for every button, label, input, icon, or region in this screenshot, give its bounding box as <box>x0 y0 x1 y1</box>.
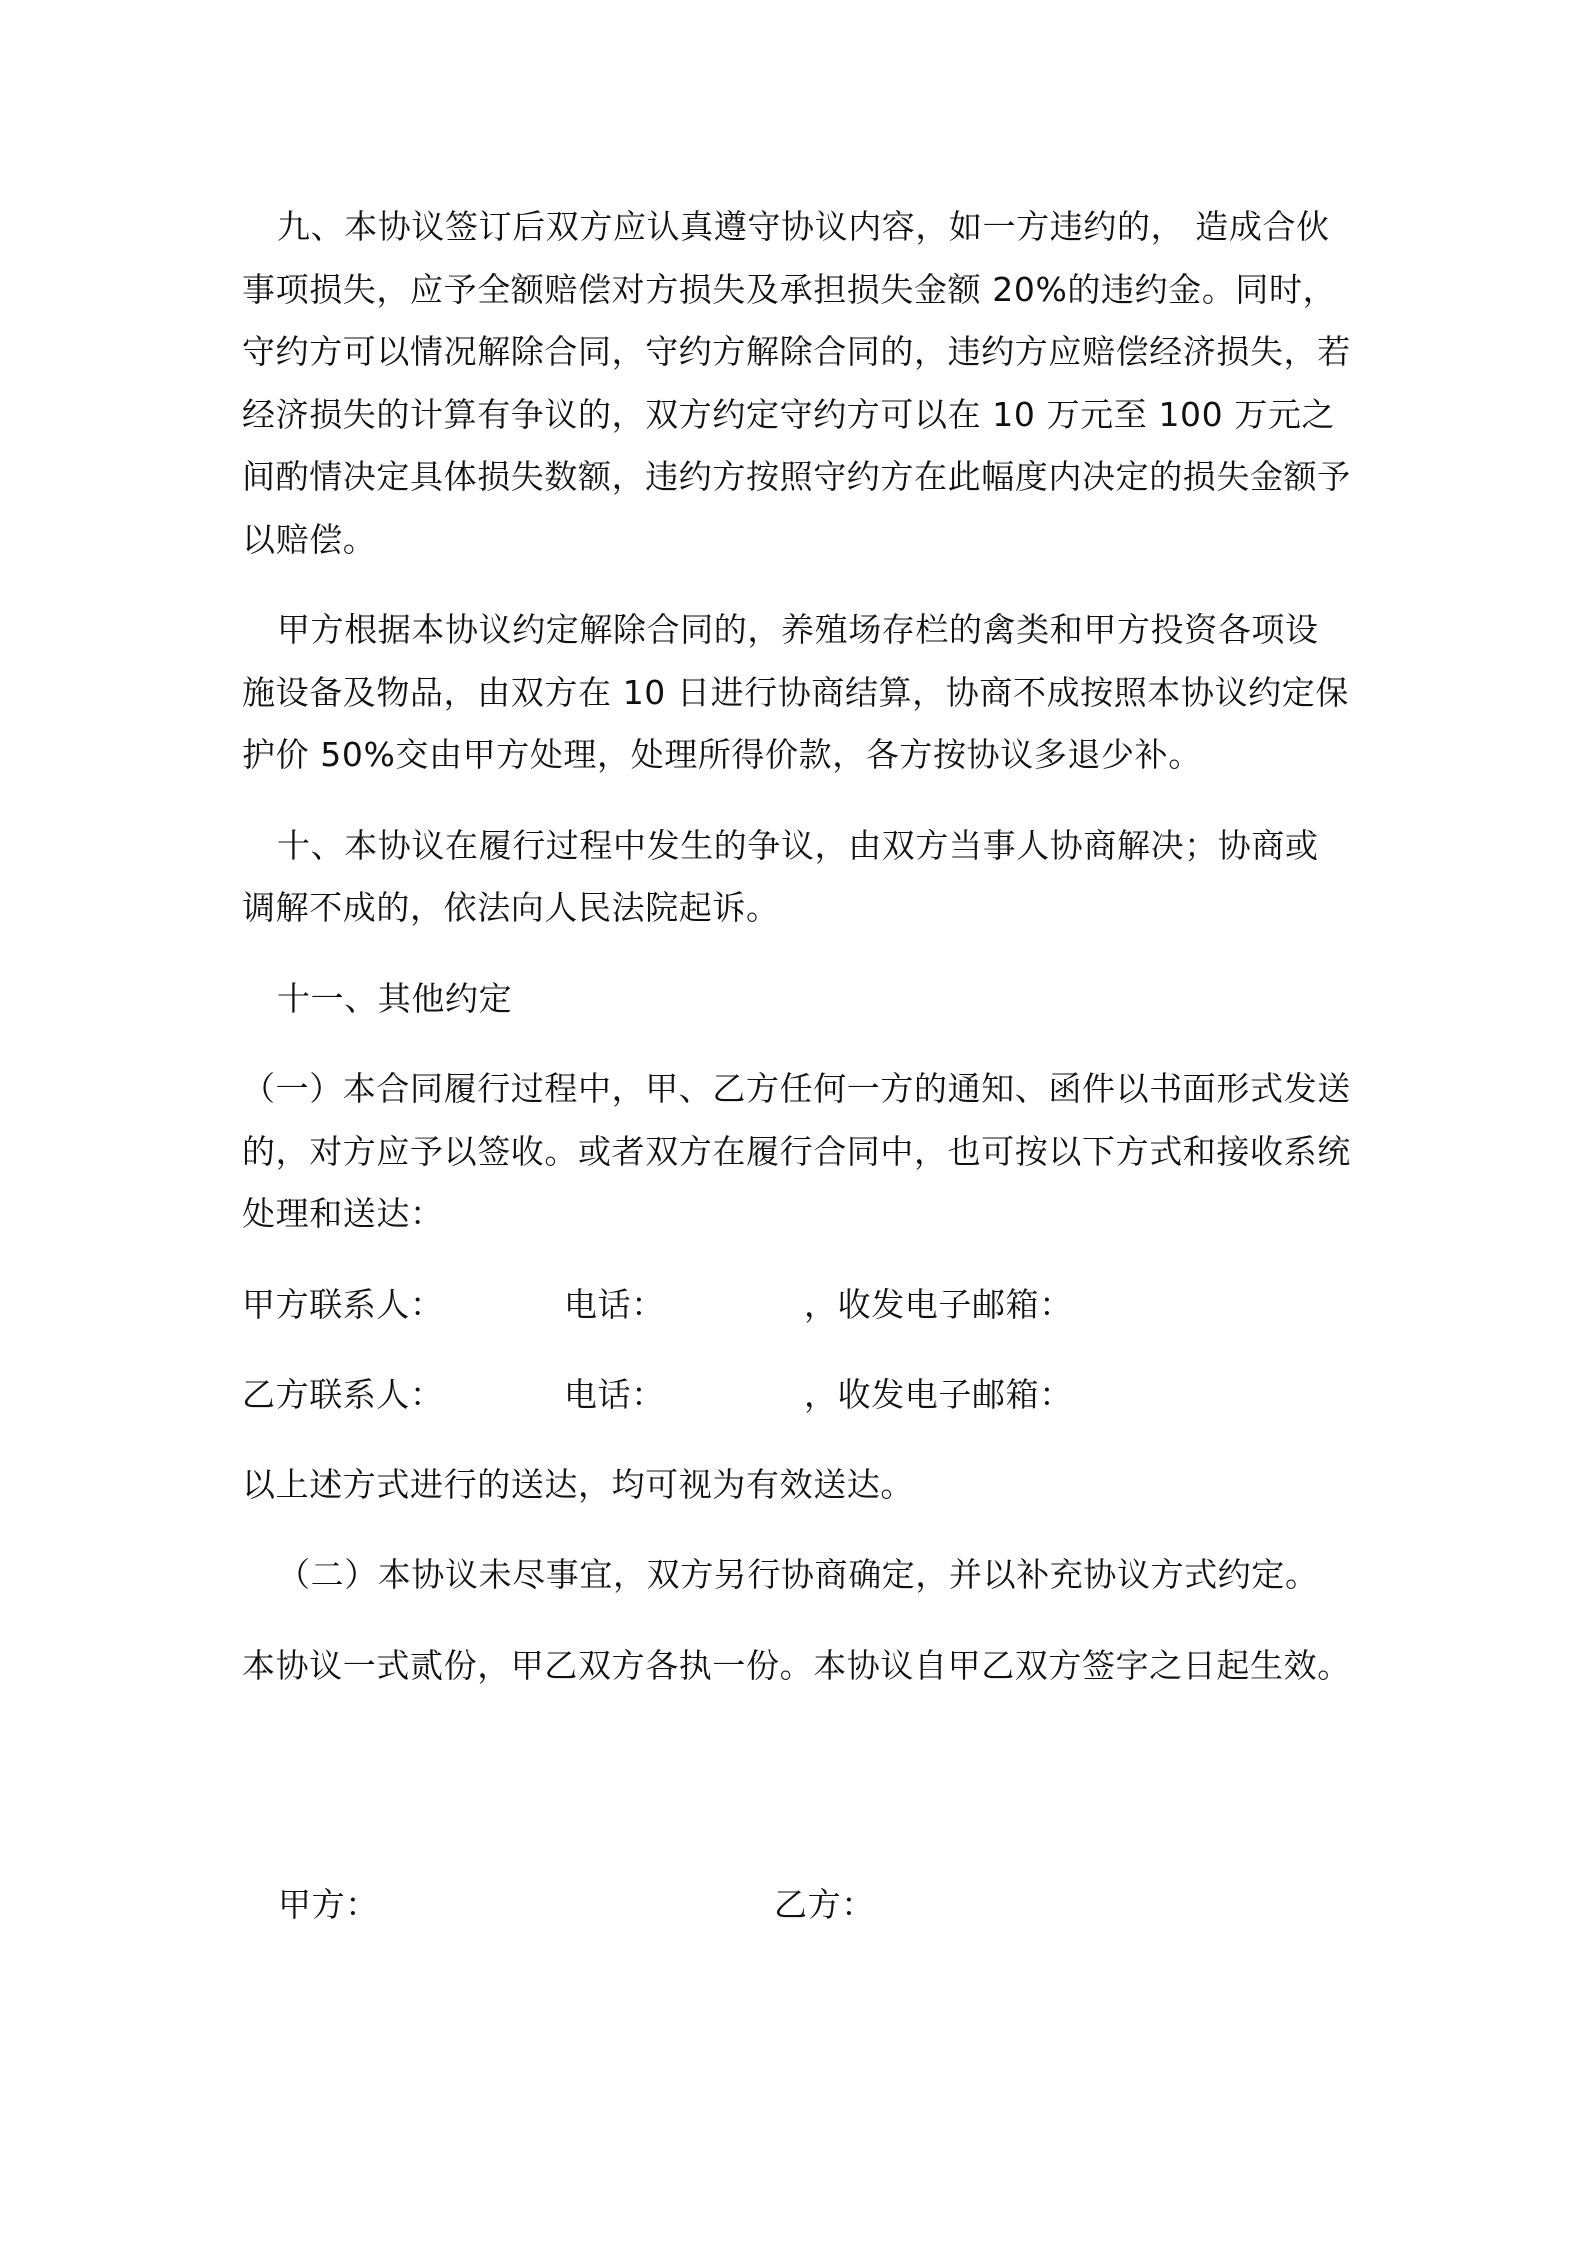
party-a-signature-label: 甲方： <box>278 1885 379 1924</box>
delivery-note: 以上述方式进行的送达，均可视为有效送达。 <box>242 1464 914 1504</box>
party-b-email-label: ，收发电子邮箱： <box>804 1374 1073 1414</box>
clause-11-2-paragraph: （二）本协议未尽事宜，双方另行协商确定，并以补充协议方式约定。 <box>277 1555 1319 1594</box>
document-body <box>242 196 1352 1697</box>
copies-note: 本协议一式贰份，甲乙双方各执一份。本协议自甲乙双方签字之日起生效。 <box>242 1645 1351 1685</box>
contact-row-party-a <box>242 1274 1352 1336</box>
signature-row <box>242 1875 1352 1935</box>
contact-row-party-b <box>242 1364 1352 1426</box>
clause-11-1-paragraph: （一）本合同履行过程中，甲、乙方任何一方的通知、函件以书面形式发送的，对方应予以签收。或者双方在履行合同中，也可按以下方式和接收系统处理和送达： <box>242 1069 1351 1233</box>
clause-9-paragraph: 九、本协议签订后双方应认真遵守协议内容，如一方违约的， 造成合伙事项损失，应予全额赔偿对方损失及承担损失金额 20%的违约金。同时，守约方可以情况解除合同，守约方解除合同的，违约方应赔偿经济损失，若经济损失的计算有争议的，双方约定守约方可以在 10 万元至 100 万元之间酌情决定具体损失数额，违约方按照守约方在此幅度内决定的损失金额予以赔偿。 <box>242 207 1351 559</box>
party-b-signature-label: 乙方： <box>774 1885 875 1924</box>
party-b-phone-label: 电话： <box>564 1374 665 1414</box>
party-a-contact-label: 甲方联系人： <box>242 1284 444 1324</box>
party-a-phone-label: 电话： <box>564 1284 665 1324</box>
clause-9-settlement-paragraph: 甲方根据本协议约定解除合同的，养殖场存栏的禽类和甲方投资各项设施设备及物品，由双方在 10 日进行协商结算，协商不成按照本协议约定保护价 50%交由甲方处理，处理所得价款，各方按协议多退少补。 <box>242 610 1349 774</box>
party-b-contact-label: 乙方联系人： <box>242 1374 444 1414</box>
clause-10-paragraph: 十、本协议在履行过程中发生的争议，由双方当事人协商解决；协商或调解不成的，依法向人民法院起诉。 <box>242 825 1319 927</box>
clause-11-heading: 十一、其他约定 <box>277 978 513 1018</box>
party-a-email-label: ，收发电子邮箱： <box>804 1284 1073 1324</box>
